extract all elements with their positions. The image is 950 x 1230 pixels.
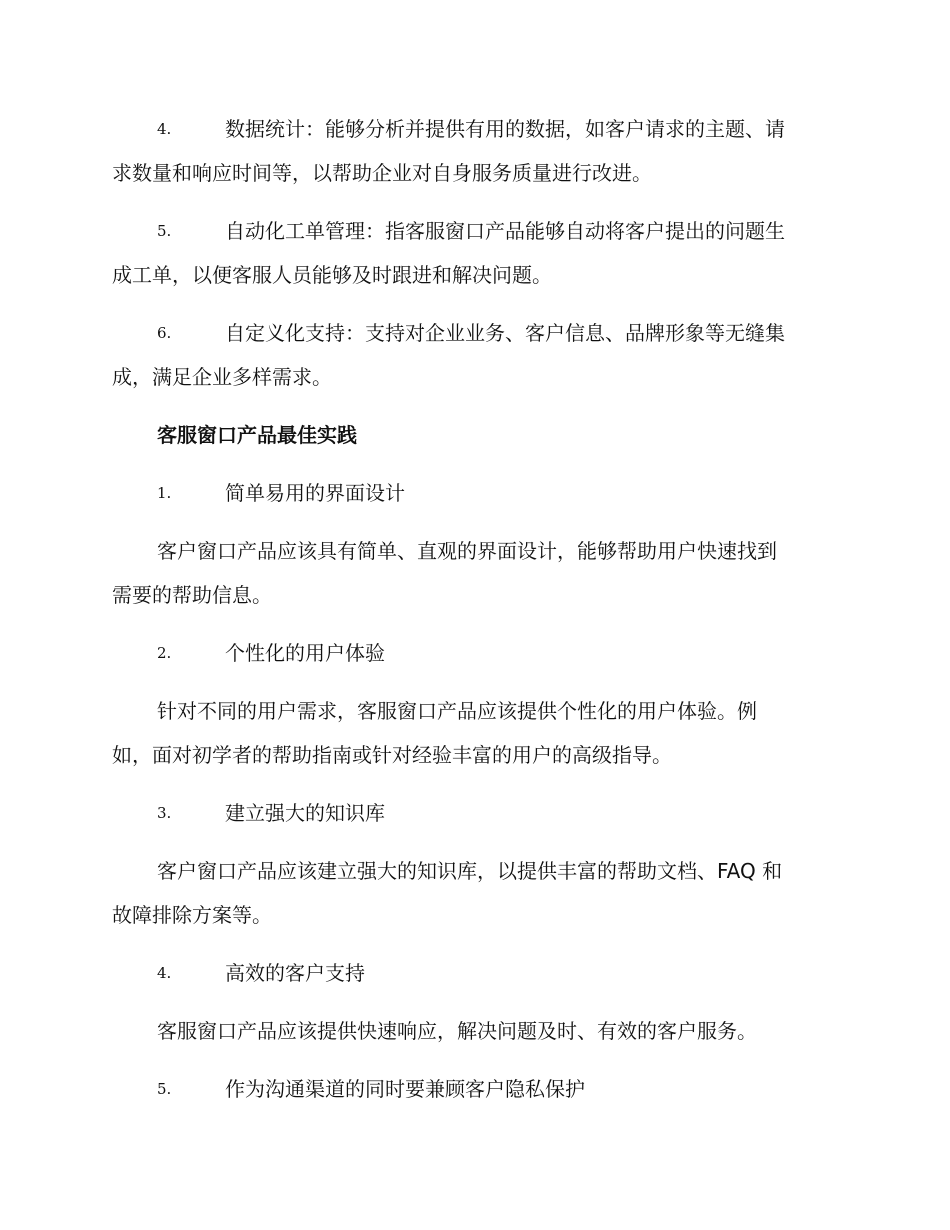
feature-6-text-line2: 成，满足企业多样需求。 bbox=[112, 365, 332, 389]
feature-5-text-line1: 自动化工单管理：指客服窗口产品能够自动将客户提出的问题生 bbox=[225, 219, 785, 243]
feature-6-number: 6. bbox=[157, 324, 172, 342]
feature-4-number: 4. bbox=[157, 120, 172, 138]
practice-1-number: 1. bbox=[157, 484, 172, 502]
practice-2-title: 个性化的用户体验 bbox=[225, 641, 385, 665]
practice-1-title: 简单易用的界面设计 bbox=[225, 481, 405, 505]
practice-2-desc-line1: 针对不同的用户需求，客服窗口产品应该提供个性化的用户体验。例 bbox=[157, 699, 757, 723]
feature-5-text-line2: 成工单，以便客服人员能够及时跟进和解决问题。 bbox=[112, 263, 552, 287]
practice-5-title: 作为沟通渠道的同时要兼顾客户隐私保护 bbox=[225, 1077, 585, 1101]
practice-3-title: 建立强大的知识库 bbox=[225, 801, 385, 825]
practice-2-desc-line2: 如，面对初学者的帮助指南或针对经验丰富的用户的高级指导。 bbox=[112, 743, 672, 767]
practice-2-number: 2. bbox=[157, 644, 172, 662]
feature-5-number: 5. bbox=[157, 222, 172, 240]
practice-4-desc-line1: 客服窗口产品应该提供快速响应，解决问题及时、有效的客户服务。 bbox=[157, 1019, 757, 1043]
feature-6-text-line1: 自定义化支持：支持对企业业务、客户信息、品牌形象等无缝集 bbox=[225, 321, 785, 345]
section-heading: 客服窗口产品最佳实践 bbox=[157, 423, 357, 447]
feature-4-text-line1: 数据统计：能够分析并提供有用的数据，如客户请求的主题、请 bbox=[225, 117, 785, 141]
practice-4-number: 4. bbox=[157, 964, 172, 982]
practice-4-title: 高效的客户支持 bbox=[225, 961, 365, 985]
practice-3-desc-line2: 故障排除方案等。 bbox=[112, 903, 272, 927]
feature-4-text-line2: 求数量和响应时间等，以帮助企业对自身服务质量进行改进。 bbox=[112, 161, 652, 185]
practice-3-number: 3. bbox=[157, 804, 172, 822]
practice-1-desc-line2: 需要的帮助信息。 bbox=[112, 583, 272, 607]
practice-1-desc-line1: 客户窗口产品应该具有简单、直观的界面设计，能够帮助用户快速找到 bbox=[157, 539, 777, 563]
practice-5-number: 5. bbox=[157, 1080, 172, 1098]
practice-3-desc-line1: 客户窗口产品应该建立强大的知识库，以提供丰富的帮助文档、FAQ 和 bbox=[157, 859, 783, 883]
